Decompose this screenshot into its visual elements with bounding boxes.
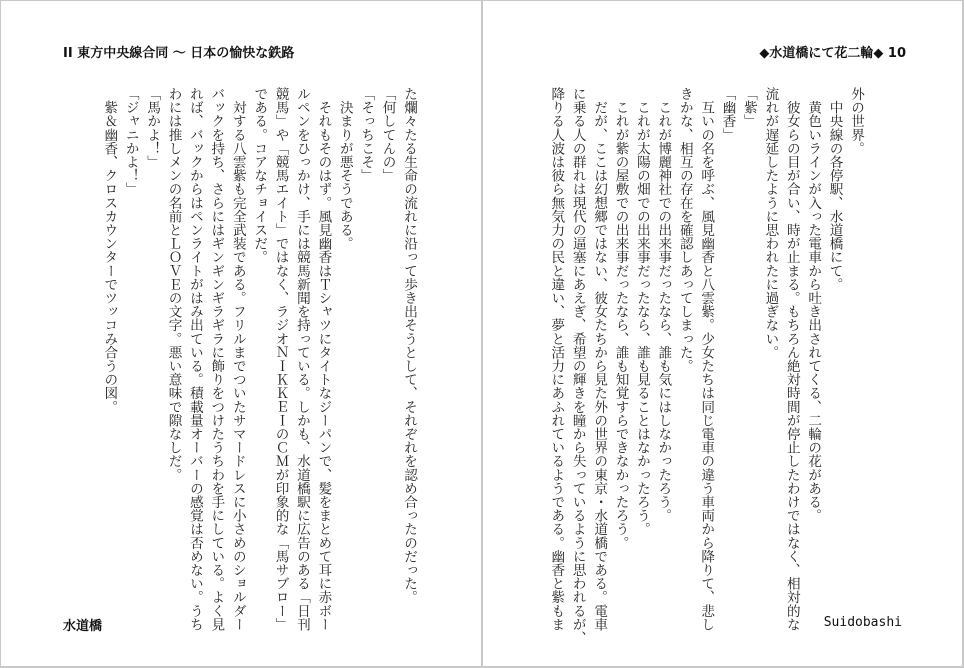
text-line: これが紫の屋敷での出来事だったなら、誰も知覚すらできなかったろう。 (612, 87, 629, 550)
text-line: れば、バックからはペンライトがはみ出ている。積載量オーバーの感覚は否めない。うち (186, 87, 203, 631)
running-header: II 東方中央線合同 〜 日本の愉快な鉄路 (63, 46, 295, 61)
running-footer: Suidobashi (823, 615, 902, 630)
text-line: 黄色いラインが入った電車から吐き出されてくる、二輪の花がある。 (805, 87, 822, 523)
text-line: 対する八雲紫も完全武装である。フリルまでついたサマードレスに小さめのショルダー (229, 87, 246, 631)
text-line: きかな、相互の存在を確認しあってしまった。 (676, 87, 693, 373)
text-line: た爛々たる生命の流れに沿って歩き出そうとして、それぞれを認め合ったのだった。 (401, 87, 417, 604)
text-line: それもそのはず。風見幽香はＴシャツにタイトなジーパンで、髪をまとめて耳に赤ボー (315, 87, 332, 631)
text-line: 紫＆幽香、クロスカウンターでツッコみ合うの図。 (101, 87, 118, 414)
text-line: だが、ここは幻想郷ではない、彼女たちから見た外の世界の東京・水道橋である。電車 (591, 87, 608, 631)
running-header: ◆水道橋にて花二輪◆ 10 (759, 46, 906, 61)
text-line: バックを持ち、さらにはギンギンギラギラに飾りをつけたうちわを手にしている。よく見 (208, 87, 225, 631)
text-line: 「馬かよ！」 (144, 87, 161, 169)
text-line: 流れが遅延したように思われたに過ぎない。 (762, 87, 779, 359)
text-line: 競馬」や「競馬エイト」ではなく、ラジオＮＩＫＫＥＩのＣＭが印象的な「馬サブロー」 (272, 87, 289, 631)
text-line: 「紫」 (740, 87, 757, 128)
text-line: 「ジャニかよ！」 (122, 87, 139, 196)
text-line: である。コアなチョイスだ。 (251, 87, 268, 264)
text-line: 「何してんの」 (379, 87, 396, 183)
text-line: ルペンをひっかけ、手には競馬新聞を持っている。しかも、水道橋駅に広告のある「日刊 (293, 87, 310, 631)
body-text (98, 87, 419, 631)
text-line: 中央線の各停駅、水道橋にて。 (826, 87, 843, 291)
text-line: 降りる人波は彼ら無気力の民と違い、夢と活力にあふれているようである。幽香と紫もま (548, 87, 565, 631)
text-line: に乗る人の群れは現代の逼塞にあえぎ、希望の輝きを瞳から失っているように思われるが、 (569, 87, 586, 645)
text-line: 「そっちこそ」 (358, 87, 375, 183)
right-page (483, 0, 964, 668)
text-line: これが博麗神社での出来事だったなら、誰も気にはしなかったろう。 (655, 87, 672, 523)
text-line: 互いの名を呼ぶ、風見幽香と八雲紫。少女たちは同じ電車の違う車両から降りて、悲し (698, 87, 715, 631)
running-footer: 水道橋 (63, 619, 103, 634)
text-line: 「幽香」 (719, 87, 736, 142)
text-line: 外の世界。 (848, 87, 864, 155)
text-line: これが太陽の畑での出来事だったなら、誰も見ることはなかったろう。 (633, 87, 650, 536)
text-line: 決まりが悪そうである。 (336, 87, 353, 251)
text-line: わには推しメンの名前とＬＯＶＥの文字。悪い意味で隙なしだ。 (165, 87, 182, 482)
text-line: 彼女らの目が合い、時が止まる。もちろん絶対時間が停止したわけではなく、相対的な (783, 87, 800, 631)
